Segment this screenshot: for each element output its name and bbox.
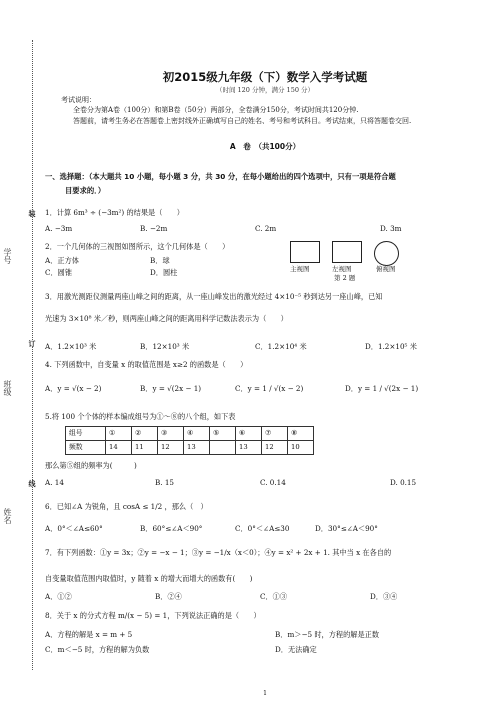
q5-question: 那么第⑤组的频率为( ) [45,461,137,470]
exam-page [45,0,485,702]
q4-option-c: C．y = 1 / √(x − 2) [235,384,304,393]
table-cell: ③ [158,427,184,441]
q3-option-a: A．1.2×10³ 米 [45,342,97,351]
q4-option-d: D．y = 1 / √(2x − 1) [345,384,419,393]
table-cell: ⑦ [262,427,288,441]
table-cell: ⑥ [236,427,262,441]
table-cell [210,441,236,455]
q6-option-a: A．0°＜∠A≤60° [45,524,103,533]
table-cell: ⑤ [210,427,236,441]
front-view-square [290,241,320,263]
table-cell: 组号 [66,427,106,441]
q8-stem: 8．关于 x 的分式方程 m/(x − 5) = 1，下列说法正确的是（ ） [45,611,261,620]
page-number: 1 [263,690,267,697]
table-header-row [66,427,314,441]
q2-option-b: B．球 [150,256,170,265]
binding-mark-middle: 订 [28,340,36,347]
class-label: 班级 [3,380,12,396]
exam-note-1: 全卷分为第A卷（100分）和第B卷（50分）两部分，全卷满分150分，考试时间共120分钟. [73,106,359,114]
table-cell: 10 [288,441,314,455]
q7-option-c: C．①③ [260,592,288,601]
q5-option-a: A. 14 [45,478,64,487]
exam-note-2: 答题前，请考生务必在答题卷上密封线外正确填写自己的姓名、考号和考试科目。考试结束，只将答题卷交回. [73,117,412,125]
table-cell: 11 [132,441,158,455]
q1-option-c: C. 2m [255,224,277,233]
part1-heading [45,172,485,196]
q3-stem: 3．用激光测距仪测量两座山峰之间的距离，从一座山峰发出的激光经过 4×10⁻⁵ 秒到达另一座山峰，已知 [45,292,383,301]
q2-option-d: D．圆柱 [150,268,178,277]
part1-heading-continued: 目要求的．） [65,186,106,196]
q7-option-d: D．③④ [370,592,398,601]
front-view-label: 主视图 [290,265,310,273]
q7-option-a: A．①② [45,592,72,601]
q6-option-c: C．0°＜∠A≤30 [235,524,290,533]
q1-option-d: D. 3m [380,224,402,233]
binding-strip [0,0,40,702]
q4-stem: 4. 下列函数中，自变量 x 的取值范围是 x≥2 的函数是（ ） [45,360,248,369]
q3-stem-continued: 光速为 3×10⁸ 米／秒，则两座山峰之间的距离用科学记数法表示为（ ） [45,314,288,323]
table-cell: ④ [184,427,210,441]
q6-option-d: D．30°≤∠A＜90° [315,524,378,533]
table-cell: ① [106,427,132,441]
table-cell: ② [132,427,158,441]
q7-stem-continued: 自变量取值范围内取值时，y 随着 x 的增大而增大的函数有( ) [45,574,253,583]
q8-option-d: D．无法确定 [275,645,317,654]
q3-option-c: C．1.2×10⁴ 米 [255,342,307,351]
top-view-label: 俯视图 [376,265,396,273]
table-cell: 14 [106,441,132,455]
q3-option-d: D．1.2×10⁵ 米 [365,342,417,351]
student-number-label: 学号 [3,248,12,264]
table-cell: 13 [184,441,210,455]
q8-option-a: A．方程的解是 x = m + 5 [45,630,133,639]
table-cell: 12 [262,441,288,455]
q1-stem: 1．计算 6m³ ÷ (−3m²) 的结果是（ ） [45,208,184,217]
table-cell: 13 [236,441,262,455]
part1-heading-text: 一、选择题：（本大题共 10 小题，每小题 3 分，共 30 分，在每小题给出的四个选项中，只有一项是符合题 [45,172,396,181]
figure-caption: 第 2 题 [334,274,356,282]
q5-option-d: D. 0.15 [390,478,417,487]
q3-option-b: B．12×10³ 米 [140,342,190,351]
q7-stem: 7．有下列函数：①y = 3x；②y = −x − 1；③y = −1/x（x＜0）；④y = x² + 2x + 1. 其中当 x 在各自的 [45,548,392,557]
q2-stem: 2．一个几何体的三视图如图所示，这个几何体是（ ） [45,242,230,251]
q5-stem: 5.将 100 个个体的样本编成组号为①～⑧的八个组，如下表 [45,412,236,421]
left-view-label: 左视图 [332,265,352,273]
binding-mark-top: 装 [28,210,36,217]
table-cell: ⑧ [288,427,314,441]
q4-option-b: B．y = √(2x − 1) [140,384,202,393]
q7-option-b: B．②④ [155,592,182,601]
binding-mark-bottom: 线 [28,480,36,487]
section-a-heading: A 卷 （共100分） [229,142,301,151]
q2-option-c: C．圆锥 [45,268,73,277]
table-row [66,441,314,455]
q8-option-b: B．m＞−5 时，方程的解是正数 [275,630,380,639]
q5-option-b: B. 15 [155,478,174,487]
binding-dotted-line [32,40,33,670]
three-views-figure [290,241,460,282]
q1-option-b: B. −2m [140,224,168,233]
exam-subtitle: （时间 120 分钟，满分 150 分） [215,86,315,94]
q6-option-b: B．60°≤∠A＜90° [140,524,203,533]
q6-stem: 6．已知∠A 为锐角，且 cosA ≤ 1/2 ，那么（ ） [45,502,208,511]
name-label: 姓名 [3,508,12,524]
top-view-circle [374,241,399,266]
table-cell: 12 [158,441,184,455]
exam-title: 初2015级九年级（下）数学入学考试题 [162,70,368,84]
q4-option-a: A．y = √(x − 2) [45,384,102,393]
q5-option-c: C. 0.14 [260,478,286,487]
left-view-square [332,241,362,263]
q2-option-a: A．正方体 [45,256,79,265]
q8-option-c: C．m＜−5 时，方程的解为负数 [45,645,150,654]
notes-heading: 考试说明： [61,96,96,104]
q1-option-a: A. −3m [45,224,73,233]
frequency-table [65,426,314,455]
table-cell: 频数 [66,441,106,455]
